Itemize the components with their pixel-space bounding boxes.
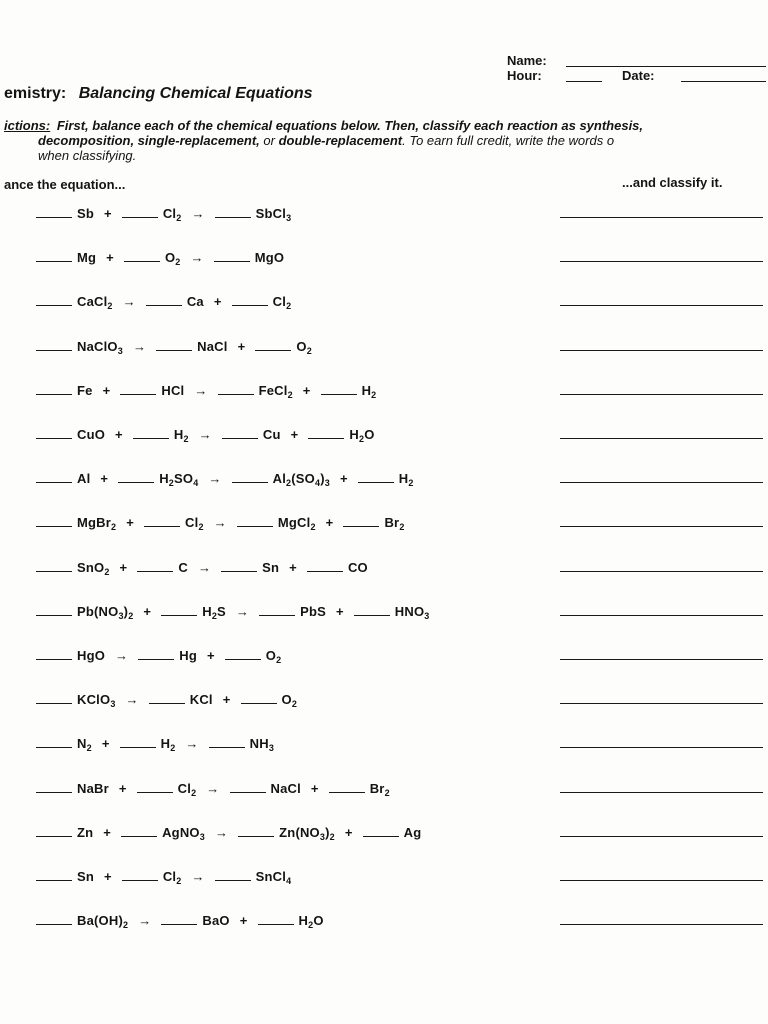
chemical-formula: Ca <box>186 294 204 309</box>
plus-sign: + <box>302 383 311 398</box>
coefficient-blank[interactable] <box>218 393 254 395</box>
chemical-formula: Sn <box>77 869 95 884</box>
chemical-formula: $H_2SO_4$ <box>159 471 199 488</box>
classification-answer-line[interactable] <box>560 438 763 439</box>
coefficient-blank[interactable] <box>241 702 277 704</box>
chemical-formula: $Cl_2$ <box>162 206 182 223</box>
chemical-formula: MgO <box>254 250 285 265</box>
equation-row <box>36 781 402 796</box>
chemical-formula: CO <box>347 560 368 575</box>
plus-sign: + <box>237 339 246 354</box>
plus-sign: + <box>104 869 112 884</box>
chemical-formula: $O_2$ <box>265 648 282 665</box>
classification-answer-line[interactable] <box>560 836 763 837</box>
coefficient-blank[interactable] <box>36 923 72 925</box>
column-header-left: ance the equation... <box>4 177 126 192</box>
classification-answer-line[interactable] <box>560 792 763 793</box>
chemical-formula: $H_2$ <box>361 383 377 400</box>
coefficient-blank[interactable] <box>36 791 72 793</box>
chemical-formula: $Br_2$ <box>384 515 405 532</box>
equation-row <box>36 515 417 530</box>
coefficient-blank[interactable] <box>122 216 158 218</box>
equation-row <box>36 383 388 398</box>
plus-sign: + <box>339 471 348 486</box>
chemical-formula: SnO$_2$ <box>77 560 110 577</box>
plus-sign: + <box>126 515 135 530</box>
yields-arrow-icon: → <box>190 250 204 265</box>
equation-row <box>36 692 309 707</box>
page-title <box>4 85 313 103</box>
plus-sign: + <box>290 427 299 442</box>
coefficient-blank[interactable] <box>36 216 72 218</box>
chemical-formula: $Cl_2$ <box>272 294 292 311</box>
chemical-formula: $H_2$ <box>173 427 189 444</box>
chemical-formula: BaO <box>202 913 230 928</box>
plus-sign: + <box>310 781 319 796</box>
hour-label: Hour: <box>507 68 542 83</box>
equation-row <box>36 913 336 928</box>
classification-answer-line[interactable] <box>560 526 763 527</box>
classification-answer-line[interactable] <box>560 571 763 572</box>
coefficient-blank[interactable] <box>124 260 160 262</box>
plus-sign: + <box>103 825 112 840</box>
coefficient-blank[interactable] <box>237 525 273 527</box>
yields-arrow-icon: → <box>125 692 139 707</box>
coefficient-blank[interactable] <box>232 481 268 483</box>
date-label: Date: <box>622 68 655 83</box>
plus-sign: + <box>100 471 109 486</box>
chemical-formula: Ag <box>403 825 422 840</box>
coefficient-blank[interactable] <box>161 923 197 925</box>
column-header-right: ...and classify it. <box>622 175 723 190</box>
equation-row <box>36 604 442 619</box>
coefficient-blank[interactable] <box>255 349 291 351</box>
coefficient-blank[interactable] <box>308 437 344 439</box>
chemical-formula: $N_2$ <box>77 736 92 753</box>
coefficient-blank[interactable] <box>36 702 72 704</box>
plus-sign: + <box>239 913 248 928</box>
coefficient-blank[interactable] <box>36 393 72 395</box>
coefficient-blank[interactable] <box>146 304 182 306</box>
coefficient-blank[interactable] <box>156 349 192 351</box>
plus-sign: + <box>101 736 110 751</box>
classification-answer-line[interactable] <box>560 217 763 218</box>
coefficient-blank[interactable] <box>363 835 399 837</box>
coefficient-blank[interactable] <box>215 216 251 218</box>
plus-sign: + <box>206 648 215 663</box>
yields-arrow-icon: → <box>115 648 129 663</box>
coefficient-blank[interactable] <box>222 437 258 439</box>
yields-arrow-icon: → <box>198 427 212 442</box>
chemical-formula: Fe <box>77 383 93 398</box>
plus-sign: + <box>213 294 222 309</box>
equation-row <box>36 560 380 575</box>
plus-sign: + <box>336 604 344 619</box>
plus-sign: + <box>289 560 297 575</box>
coefficient-blank[interactable] <box>36 746 72 748</box>
coefficient-blank[interactable] <box>221 570 257 572</box>
chemical-formula: Zn <box>77 825 94 840</box>
classification-answer-line[interactable] <box>560 747 763 748</box>
directions-label: ictions: <box>4 118 51 133</box>
coefficient-blank[interactable] <box>36 437 72 439</box>
name-label: Name: <box>507 53 547 68</box>
hour-field[interactable] <box>566 81 602 82</box>
chemical-formula: $H_2$ <box>160 736 176 753</box>
coefficient-blank[interactable] <box>258 923 294 925</box>
plus-sign: + <box>106 250 114 265</box>
coefficient-blank[interactable] <box>36 879 72 881</box>
classification-answer-line[interactable] <box>560 261 763 262</box>
chemical-formula: $H_2S$ <box>202 604 226 621</box>
plus-sign: + <box>143 604 152 619</box>
coefficient-blank[interactable] <box>215 879 251 881</box>
chemical-formula: MgCl$_2$ <box>277 515 316 532</box>
chemical-formula: Al <box>77 471 91 486</box>
coefficient-blank[interactable] <box>343 525 379 527</box>
yields-arrow-icon: → <box>185 736 199 751</box>
chemical-formula: Mg <box>77 250 97 265</box>
coefficient-blank[interactable] <box>358 481 394 483</box>
chemical-formula: $Ba(OH)_2$ <box>77 913 129 930</box>
chemical-formula: $Cl_2$ <box>162 869 182 886</box>
chemical-formula: NaBr <box>77 781 109 796</box>
coefficient-blank[interactable] <box>120 746 156 748</box>
equation-row <box>36 471 426 486</box>
coefficient-blank[interactable] <box>36 349 72 351</box>
coefficient-blank[interactable] <box>36 525 72 527</box>
chemical-formula: Sb <box>77 206 95 221</box>
coefficient-blank[interactable] <box>120 393 156 395</box>
yields-arrow-icon: → <box>194 383 208 398</box>
coefficient-blank[interactable] <box>329 791 365 793</box>
equation-row <box>36 427 387 442</box>
equation-row <box>36 869 303 884</box>
chemical-formula: $Pb(NO_3)_2$ <box>77 604 134 621</box>
chemical-formula: KClO$_3$ <box>77 692 116 709</box>
coefficient-blank[interactable] <box>230 791 266 793</box>
chemical-formula: NaCl <box>197 339 228 354</box>
yields-arrow-icon: → <box>214 825 229 840</box>
coefficient-blank[interactable] <box>36 614 72 616</box>
classification-answer-line[interactable] <box>560 924 763 925</box>
directions-line2-d: . To earn full credit, write the words o <box>402 133 615 148</box>
chemical-formula: SnCl$_4$ <box>255 869 292 886</box>
coefficient-blank[interactable] <box>36 658 72 660</box>
plus-sign: + <box>115 427 123 442</box>
chemical-formula: $HNO_3$ <box>394 604 430 621</box>
coefficient-blank[interactable] <box>161 614 197 616</box>
yields-arrow-icon: → <box>206 781 220 796</box>
coefficient-blank[interactable] <box>36 835 72 837</box>
equation-row <box>36 648 293 663</box>
classification-answer-line[interactable] <box>560 482 763 483</box>
yields-arrow-icon: → <box>122 294 136 309</box>
directions-line2-a: decomposition, single-replacement, <box>38 133 260 148</box>
classification-answer-line[interactable] <box>560 703 763 704</box>
chemical-formula: C <box>178 560 188 575</box>
chemical-formula: NaCl <box>270 781 301 796</box>
yields-arrow-icon: → <box>213 515 227 530</box>
coefficient-blank[interactable] <box>225 658 261 660</box>
classification-answer-line[interactable] <box>560 305 763 306</box>
classification-answer-line[interactable] <box>560 394 763 395</box>
coefficient-blank[interactable] <box>122 879 158 881</box>
chemical-formula: NaClO$_3$ <box>77 339 123 356</box>
yields-arrow-icon: → <box>191 206 205 221</box>
name-field[interactable] <box>566 66 766 67</box>
date-field[interactable] <box>681 81 766 82</box>
plus-sign: + <box>119 560 128 575</box>
chemical-formula: $Cl_2$ <box>177 781 197 798</box>
chemical-formula: Cu <box>262 427 281 442</box>
plus-sign: + <box>118 781 127 796</box>
chemical-formula: CaCl$_2$ <box>77 294 113 311</box>
classification-answer-line[interactable] <box>560 659 763 660</box>
plus-sign: + <box>222 692 231 707</box>
chemical-formula: $Br_2$ <box>369 781 390 798</box>
coefficient-blank[interactable] <box>36 260 72 262</box>
chemical-formula: $Cl_2$ <box>185 515 204 532</box>
directions-line1: First, balance each of the chemical equations below. Then, classify each reaction as synthesis, <box>56 118 644 133</box>
chemical-formula: $O_2$ <box>296 339 312 356</box>
chemical-formula: CuO <box>77 427 106 442</box>
plus-sign: + <box>344 825 353 840</box>
chemical-formula: AgNO$_3$ <box>162 825 205 842</box>
coefficient-blank[interactable] <box>354 614 390 616</box>
chemical-formula: $O_2$ <box>164 250 181 267</box>
equation-row <box>36 825 433 840</box>
equation-row <box>36 294 303 309</box>
equation-row <box>36 736 286 751</box>
chemical-formula: MgBr$_2$ <box>77 515 117 532</box>
coefficient-blank[interactable] <box>209 746 245 748</box>
classification-answer-line[interactable] <box>560 880 763 881</box>
chemical-formula: $H_2$ <box>398 471 414 488</box>
yields-arrow-icon: → <box>138 913 152 928</box>
chemical-formula: Hg <box>179 648 197 663</box>
plus-sign: + <box>325 515 334 530</box>
coefficient-blank[interactable] <box>307 570 343 572</box>
chemical-formula: PbS <box>300 604 326 619</box>
chemical-formula: $H_2O$ <box>298 913 324 930</box>
coefficient-blank[interactable] <box>144 525 180 527</box>
chemical-formula: Sn <box>262 560 280 575</box>
chemical-formula: KCl <box>189 692 213 707</box>
equation-row <box>36 206 303 221</box>
directions-line2-c: double-replacement <box>278 133 403 148</box>
chemical-formula: FeCl$_2$ <box>258 383 293 400</box>
coefficient-blank[interactable] <box>36 570 72 572</box>
chemical-formula: HgO <box>77 648 106 663</box>
chemical-formula: $Al_2(SO_4)_3$ <box>272 471 330 488</box>
coefficient-blank[interactable] <box>133 437 169 439</box>
equation-row <box>36 250 296 265</box>
coefficient-blank[interactable] <box>214 260 250 262</box>
yields-arrow-icon: → <box>197 560 212 575</box>
classification-answer-line[interactable] <box>560 350 763 351</box>
directions-line2-b: or <box>259 133 279 148</box>
coefficient-blank[interactable] <box>238 835 274 837</box>
equation-row <box>36 339 324 354</box>
plus-sign: + <box>102 383 111 398</box>
chemical-formula: HCl <box>161 383 185 398</box>
classification-answer-line[interactable] <box>560 615 763 616</box>
directions <box>4 118 643 163</box>
yields-arrow-icon: → <box>191 869 205 884</box>
yields-arrow-icon: → <box>132 339 147 354</box>
plus-sign: + <box>104 206 112 221</box>
coefficient-blank[interactable] <box>118 481 154 483</box>
coefficient-blank[interactable] <box>36 304 72 306</box>
chemical-formula: $NH_3$ <box>249 736 275 753</box>
coefficient-blank[interactable] <box>149 702 185 704</box>
coefficient-blank[interactable] <box>259 614 295 616</box>
chemical-formula: SbCl$_3$ <box>255 206 292 223</box>
directions-line3: when classifying. <box>38 148 137 163</box>
coefficient-blank[interactable] <box>232 304 268 306</box>
title-prefix: emistry: <box>4 85 67 102</box>
coefficient-blank[interactable] <box>137 570 173 572</box>
yields-arrow-icon: → <box>208 471 222 486</box>
yields-arrow-icon: → <box>235 604 250 619</box>
coefficient-blank[interactable] <box>36 481 72 483</box>
chemical-formula: $O_2$ <box>281 692 298 709</box>
title-main: Balancing Chemical Equations <box>78 85 313 102</box>
coefficient-blank[interactable] <box>121 835 157 837</box>
chemical-formula: $H_2O$ <box>349 427 375 444</box>
coefficient-blank[interactable] <box>321 393 357 395</box>
coefficient-blank[interactable] <box>138 658 174 660</box>
chemical-formula: $Zn(NO_3)_2$ <box>279 825 335 842</box>
coefficient-blank[interactable] <box>137 791 173 793</box>
